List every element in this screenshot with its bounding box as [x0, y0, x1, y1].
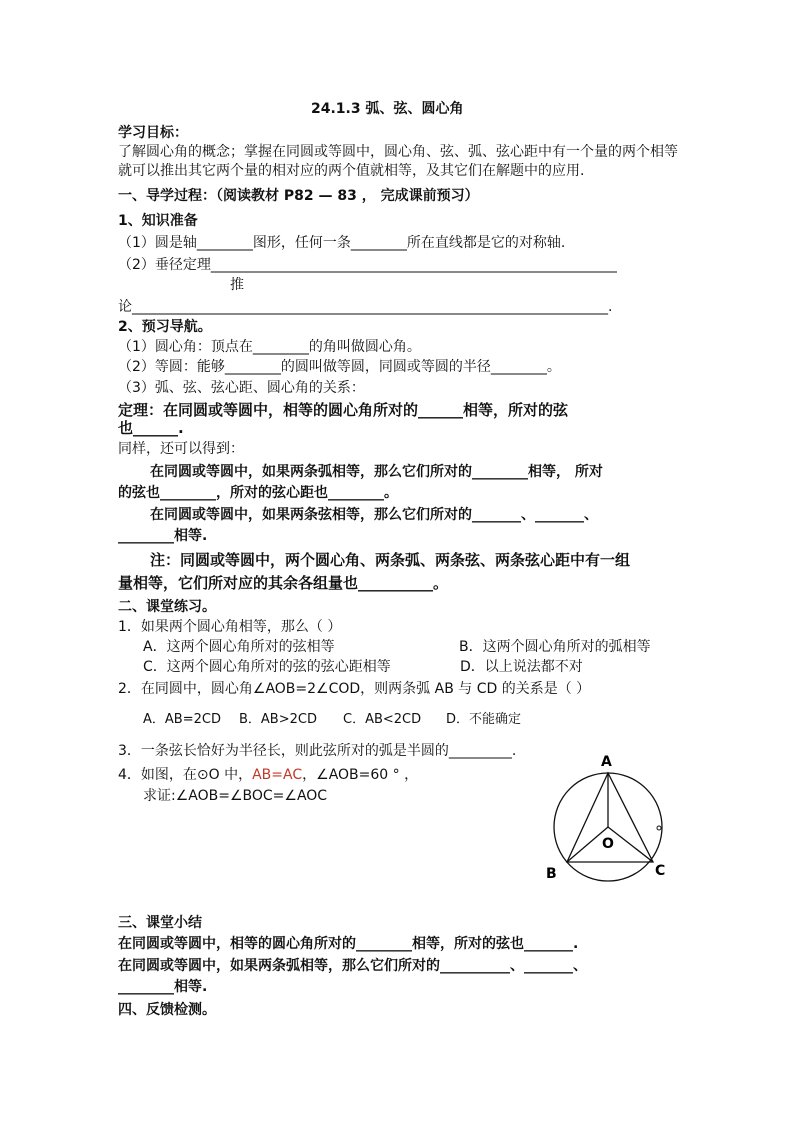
exercise-3: 3．一条弦长恰好为半径长，则此弦所对的弧是半圆的_________. — [118, 743, 517, 759]
prep-q2: （2）垂径定理__________________________________________________________ — [118, 257, 617, 273]
exercise-4-condition: AB=AC — [252, 767, 303, 783]
exercise-4-prove: 求证:∠AOB=∠BOC=∠AOC — [143, 788, 328, 804]
figure-radius-oc — [608, 827, 653, 862]
exercise-1-option-b: B．这两个圆心角所对的弧相等 — [459, 639, 651, 655]
prep-q2-cont-1: 推 — [230, 277, 244, 293]
section-3-heading: 三、课堂小结 — [118, 915, 202, 931]
figure-label-c: C — [655, 863, 666, 879]
exercise-2-option-a: A．AB=2CD — [143, 712, 221, 727]
nav-p3: （3）弧、弦、弦心距、圆心角的关系： — [118, 380, 365, 396]
corollary-2b: ________相等. — [118, 528, 208, 544]
theorem-line-1: 定理：在同圆或等圆中，相等的圆心角所对的______相等，所对的弦 — [118, 401, 569, 419]
exercise-4-post: ，∠AOB=60 ° ， — [302, 767, 419, 783]
objectives-heading: 学习目标： — [118, 125, 188, 141]
exercise-2-option-d: D．不能确定 — [446, 712, 522, 727]
summary-2: 在同圆或等圆中，如果两条弧相等，那么它们所对的__________、_______、 — [118, 958, 587, 974]
exercise-4 — [118, 766, 418, 784]
figure-point-mark — [657, 826, 661, 830]
corollary-2a: 在同圆或等圆中，如果两条弦相等，那么它们所对的_______、_______、 — [150, 507, 598, 523]
objectives-line-1: 了解圆心角的概念；掌握在同圆或等圆中，圆心角、弦、弧、弦心距中有一个量的两个相等 — [118, 144, 678, 160]
figure-label-a: A — [601, 754, 612, 770]
section-4-heading: 四、反馈检测。 — [118, 1002, 216, 1018]
exercise-1-option-a: A．这两个圆心角所对的弦相等 — [143, 639, 335, 655]
nav-p2: （2）等圆：能够________的圆叫做等圆，同圆或等圆的半径________。 — [118, 359, 561, 375]
exercise-1-option-c: C．这两个圆心角所对的弦的弦心距相等 — [143, 659, 391, 675]
corollary-1b: 的弦也________，所对的弦心距也________。 — [118, 485, 398, 501]
part-2-heading: 2、预习导航。 — [118, 319, 212, 335]
exercise-1: 1．如果两个圆心角相等，那么（ ） — [118, 619, 342, 635]
summary-3: ________相等. — [118, 979, 208, 995]
prep-q1: （1）圆是轴________图形，任何一条________所在直线都是它的对称轴. — [118, 235, 566, 251]
circle-figure — [546, 752, 671, 886]
summary-1: 在同圆或等圆中，相等的圆心角所对的________相等，所对的弦也_______. — [118, 936, 579, 952]
objectives-line-2: 就可以推出其它两个量的相对应的两个值就相等，及其它们在解题中的应用. — [118, 163, 585, 179]
figure-label-o: O — [602, 836, 614, 852]
exercise-2: 2．在同圆中，圆心角∠AOB=2∠COD，则两条弧 AB 与 CD 的关系是（ ） — [118, 681, 591, 697]
page-title: 24.1.3 弧、弦、圆心角 — [311, 101, 464, 117]
exercise-2-option-c: C．AB<2CD — [343, 712, 422, 727]
section-2-heading: 二、课堂练习。 — [118, 599, 216, 615]
part-1-heading: 1、知识准备 — [118, 213, 198, 229]
prep-q2-cont-2: 论____________________________________________________________________. — [118, 299, 613, 315]
exercise-2-option-b: B．AB>2CD — [239, 712, 317, 727]
exercise-1-option-d: D．以上说法都不对 — [460, 659, 583, 675]
note-line-1: 注：同圆或等圆中，两个圆心角、两条弧、两条弦、两条弦心距中有一组 — [150, 551, 631, 569]
section-1-heading: 一、导学过程：（阅读教材 P82 — 83 ， 完成课前预习） — [118, 188, 479, 204]
theorem-line-2: 也______. — [118, 419, 184, 437]
nav-p1: （1）圆心角：顶点在________的角叫做圆心角。 — [118, 339, 421, 355]
note-line-2: 量相等，它们所对应的其余各组量也__________。 — [118, 574, 449, 592]
exercise-4-pre: 4．如图，在⊙O 中， — [118, 767, 253, 783]
similarly-text: 同样，还可以得到： — [118, 441, 244, 457]
corollary-1a: 在同圆或等圆中，如果两条弧相等，那么它们所对的________相等， 所对 — [150, 464, 603, 480]
figure-label-b: B — [546, 866, 557, 882]
